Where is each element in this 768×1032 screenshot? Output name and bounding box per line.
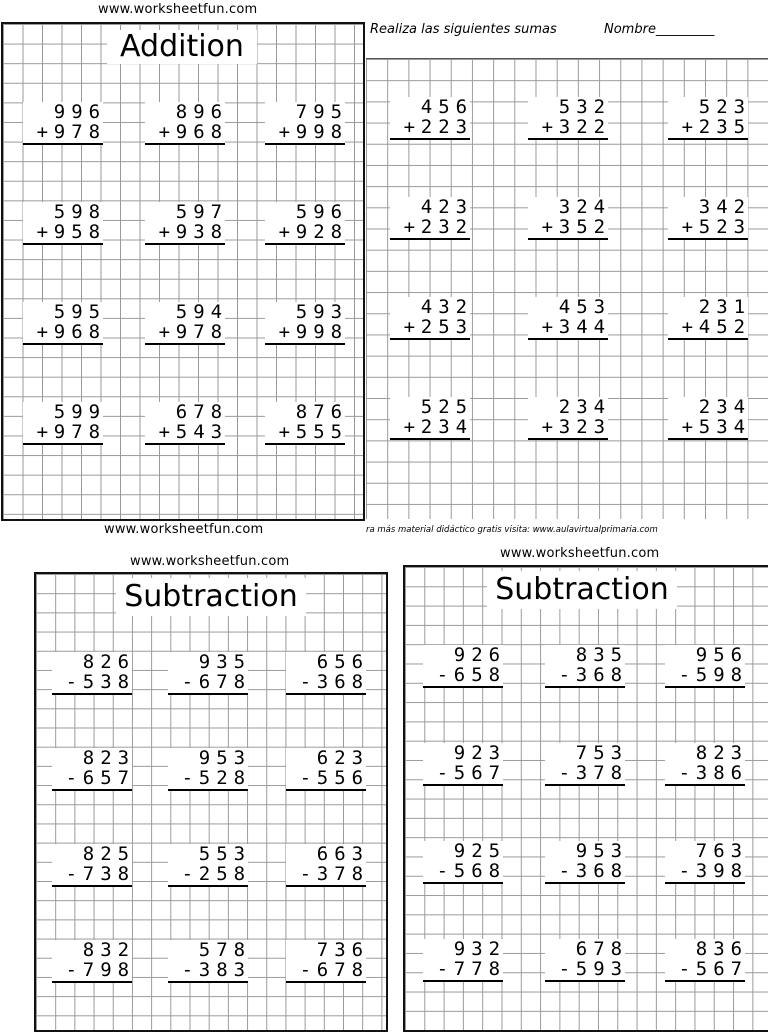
addition-sheet (1, 22, 365, 521)
problem-bottom-number: - 5 5 6 (286, 768, 366, 788)
problem (145, 302, 225, 345)
answer-line (423, 686, 503, 688)
problem (423, 743, 503, 786)
problem (145, 102, 225, 145)
answer-line (52, 789, 132, 791)
answer-line (23, 143, 103, 145)
problem-bottom-number: + 5 2 3 (668, 217, 748, 237)
answer-line (668, 138, 748, 140)
answer-line (265, 243, 345, 245)
problem (545, 841, 625, 884)
subtraction-left-sheet (34, 572, 388, 1032)
answer-line (665, 784, 745, 786)
minus-sign: - (436, 762, 449, 784)
answer-line (390, 238, 470, 240)
problem-bottom-number: + 5 3 4 (668, 417, 748, 437)
answer-line (52, 693, 132, 695)
problem-top-number: 7 5 3 (575, 742, 623, 764)
problem-top-number: 8 3 6 (695, 938, 743, 960)
problem-top-number: 9 5 3 (198, 747, 246, 769)
minus-sign: - (678, 860, 691, 882)
problem-bottom-number: - 6 7 8 (286, 960, 366, 980)
problem-bottom-number: - 5 3 8 (52, 672, 132, 692)
minus-sign: - (558, 762, 571, 784)
problem-top-number: 9 3 5 (198, 651, 246, 673)
problem (265, 102, 345, 145)
problem-bottom-number: - 3 7 8 (286, 864, 366, 884)
problem-bottom-number: - 3 8 3 (168, 960, 248, 980)
problem-bottom-number: + 9 3 8 (145, 222, 225, 242)
problem-top-number: 5 9 7 (175, 201, 223, 223)
plus-sign: + (278, 321, 291, 343)
answer-line (265, 143, 345, 145)
problem-top-number: 5 9 5 (53, 301, 101, 323)
problem-top-number: 4 5 3 (558, 296, 606, 318)
problem-top-number: 5 3 2 (558, 96, 606, 118)
problem (665, 841, 745, 884)
problem (545, 939, 625, 982)
problem-bottom-number: - 5 9 8 (665, 665, 745, 685)
problem-top-number: 6 7 8 (175, 401, 223, 423)
problem-bottom-number: - 5 2 8 (168, 768, 248, 788)
answer-line (665, 882, 745, 884)
problem (665, 645, 745, 688)
problem (286, 844, 366, 887)
problem-top-number: 8 9 6 (175, 101, 223, 123)
problem-bottom-number: + 3 2 2 (528, 117, 608, 137)
problem-bottom-number: + 9 7 8 (23, 422, 103, 442)
problem-top-number: 4 5 6 (420, 96, 468, 118)
problem-bottom-number: - 6 7 8 (168, 672, 248, 692)
problem-top-number: 6 6 3 (316, 843, 364, 865)
sumas-footer: ra más material didáctico gratis visita: www.aulavirtualprimaria.com (366, 525, 658, 535)
problem-bottom-number: - 3 6 8 (545, 665, 625, 685)
problem-bottom-number: + 9 6 8 (145, 122, 225, 142)
problem (528, 197, 608, 240)
problem-top-number: 4 2 3 (420, 196, 468, 218)
plus-sign: + (158, 321, 171, 343)
problem-top-number: 2 3 4 (698, 396, 746, 418)
answer-line (145, 343, 225, 345)
minus-sign: - (181, 767, 194, 789)
plus-sign: + (681, 116, 694, 138)
problem-bottom-number: - 7 7 8 (423, 959, 503, 979)
answer-line (168, 885, 248, 887)
answer-line (423, 882, 503, 884)
problem-bottom-number: + 2 5 3 (390, 317, 470, 337)
problem-bottom-number: + 5 4 3 (145, 422, 225, 442)
problem-top-number: 8 2 6 (82, 651, 130, 673)
minus-sign: - (299, 959, 312, 981)
problem-top-number: 6 5 6 (316, 651, 364, 673)
minus-sign: - (678, 762, 691, 784)
problem-bottom-number: + 3 5 2 (528, 217, 608, 237)
problem-top-number: 2 3 4 (558, 396, 606, 418)
plus-sign: + (403, 316, 416, 338)
plus-sign: + (36, 321, 49, 343)
problem (390, 197, 470, 240)
sumas-instructions: Realiza las siguientes sumas (370, 22, 557, 37)
problem-bottom-number: - 5 6 7 (665, 959, 745, 979)
problem-bottom-number: - 5 6 8 (423, 861, 503, 881)
problem-top-number: 8 3 2 (82, 939, 130, 961)
subtraction-right-url-top: www.worksheetfun.com (500, 546, 660, 561)
problem-bottom-number: + 9 5 8 (23, 222, 103, 242)
answer-line (52, 885, 132, 887)
plus-sign: + (681, 416, 694, 438)
problem-bottom-number: + 2 3 5 (668, 117, 748, 137)
problem-top-number: 4 3 2 (420, 296, 468, 318)
minus-sign: - (299, 671, 312, 693)
minus-sign: - (65, 959, 78, 981)
problem-top-number: 5 9 8 (53, 201, 101, 223)
problem-bottom-number: - 3 8 6 (665, 763, 745, 783)
plus-sign: + (158, 221, 171, 243)
answer-line (665, 686, 745, 688)
problem-top-number: 9 5 3 (575, 840, 623, 862)
plus-sign: + (158, 421, 171, 443)
problem-bottom-number: - 3 9 8 (665, 861, 745, 881)
problem (168, 748, 248, 791)
problem-bottom-number: + 4 5 2 (668, 317, 748, 337)
plus-sign: + (403, 116, 416, 138)
plus-sign: + (681, 216, 694, 238)
plus-sign: + (158, 121, 171, 143)
subtraction-left-url-top: www.worksheetfun.com (130, 554, 290, 569)
problem-top-number: 2 3 1 (698, 296, 746, 318)
plus-sign: + (541, 116, 554, 138)
problem-top-number: 3 4 2 (698, 196, 746, 218)
problem (528, 397, 608, 440)
answer-line (423, 784, 503, 786)
problem-bottom-number: - 3 6 8 (545, 861, 625, 881)
problem-top-number: 5 2 3 (698, 96, 746, 118)
plus-sign: + (36, 421, 49, 443)
problem-top-number: 7 3 6 (316, 939, 364, 961)
minus-sign: - (558, 958, 571, 980)
answer-line (390, 338, 470, 340)
answer-line (145, 143, 225, 145)
minus-sign: - (181, 863, 194, 885)
plus-sign: + (681, 316, 694, 338)
problem-bottom-number: - 6 5 8 (423, 665, 503, 685)
plus-sign: + (541, 316, 554, 338)
problem (423, 939, 503, 982)
problem-bottom-number: + 9 2 8 (265, 222, 345, 242)
answer-line (286, 693, 366, 695)
problem-top-number: 5 9 6 (295, 201, 343, 223)
problem-bottom-number: - 6 5 7 (52, 768, 132, 788)
problem-bottom-number: + 9 7 8 (145, 322, 225, 342)
subtraction-right-title: Subtraction (487, 571, 677, 609)
minus-sign: - (65, 671, 78, 693)
problem-bottom-number: - 2 5 8 (168, 864, 248, 884)
answer-line (265, 443, 345, 445)
problem-bottom-number: - 7 9 8 (52, 960, 132, 980)
problem (545, 743, 625, 786)
problem-bottom-number: + 2 3 4 (390, 417, 470, 437)
sumas-sheet (366, 58, 768, 519)
minus-sign: - (678, 958, 691, 980)
answer-line (145, 443, 225, 445)
problem-bottom-number: + 3 4 4 (528, 317, 608, 337)
problem (665, 743, 745, 786)
minus-sign: - (558, 664, 571, 686)
answer-line (23, 343, 103, 345)
answer-line (286, 981, 366, 983)
plus-sign: + (403, 216, 416, 238)
problem-bottom-number: + 9 9 8 (265, 122, 345, 142)
answer-line (168, 981, 248, 983)
minus-sign: - (181, 959, 194, 981)
problem-bottom-number: + 9 6 8 (23, 322, 103, 342)
problem-top-number: 5 9 3 (295, 301, 343, 323)
problem (286, 652, 366, 695)
subtraction-left-title: Subtraction (116, 578, 306, 616)
answer-line (545, 882, 625, 884)
plus-sign: + (36, 121, 49, 143)
plus-sign: + (36, 221, 49, 243)
problem-top-number: 9 9 6 (53, 101, 101, 123)
problem (52, 652, 132, 695)
answer-line (168, 789, 248, 791)
answer-line (52, 981, 132, 983)
problem-bottom-number: + 2 3 2 (390, 217, 470, 237)
answer-line (528, 138, 608, 140)
problem (390, 97, 470, 140)
problem-top-number: 9 5 6 (695, 644, 743, 666)
problem (23, 202, 103, 245)
minus-sign: - (65, 767, 78, 789)
problem-top-number: 5 9 4 (175, 301, 223, 323)
answer-line (23, 443, 103, 445)
problem-bottom-number: - 5 9 3 (545, 959, 625, 979)
answer-line (668, 338, 748, 340)
problem-top-number: 9 3 2 (453, 938, 501, 960)
problem-top-number: 9 2 3 (453, 742, 501, 764)
problem-bottom-number: + 3 2 3 (528, 417, 608, 437)
problem-top-number: 3 2 4 (558, 196, 606, 218)
problem (423, 645, 503, 688)
addition-title: Addition (107, 30, 257, 64)
answer-line (528, 238, 608, 240)
problem (265, 302, 345, 345)
problem (668, 397, 748, 440)
sumas-name-field: Nombre_________ (604, 22, 715, 37)
problem-top-number: 5 5 3 (198, 843, 246, 865)
answer-line (528, 438, 608, 440)
problem-top-number: 7 6 3 (695, 840, 743, 862)
answer-line (168, 693, 248, 695)
problem (668, 197, 748, 240)
plus-sign: + (278, 421, 291, 443)
plus-sign: + (278, 221, 291, 243)
problem-bottom-number: + 9 7 8 (23, 122, 103, 142)
answer-line (668, 438, 748, 440)
problem (52, 940, 132, 983)
problem (528, 297, 608, 340)
plus-sign: + (278, 121, 291, 143)
problem-bottom-number: - 3 7 8 (545, 763, 625, 783)
answer-line (545, 784, 625, 786)
answer-line (286, 789, 366, 791)
problem (286, 748, 366, 791)
problem (265, 202, 345, 245)
problem (52, 844, 132, 887)
problem (52, 748, 132, 791)
problem-top-number: 9 2 6 (453, 644, 501, 666)
problem (665, 939, 745, 982)
minus-sign: - (678, 664, 691, 686)
minus-sign: - (436, 958, 449, 980)
answer-line (668, 238, 748, 240)
answer-line (23, 243, 103, 245)
problem (23, 102, 103, 145)
answer-line (423, 980, 503, 982)
minus-sign: - (181, 671, 194, 693)
problem (545, 645, 625, 688)
subtraction-right-sheet (403, 565, 768, 1032)
problem-top-number: 8 2 3 (82, 747, 130, 769)
minus-sign: - (436, 860, 449, 882)
problem (168, 844, 248, 887)
problem-top-number: 5 7 8 (198, 939, 246, 961)
problem-bottom-number: + 2 2 3 (390, 117, 470, 137)
problem-top-number: 5 2 5 (420, 396, 468, 418)
problem-top-number: 7 9 5 (295, 101, 343, 123)
minus-sign: - (436, 664, 449, 686)
problem-bottom-number: - 3 6 8 (286, 672, 366, 692)
problem-top-number: 8 2 3 (695, 742, 743, 764)
answer-line (390, 438, 470, 440)
problem (390, 297, 470, 340)
problem (145, 202, 225, 245)
answer-line (145, 243, 225, 245)
answer-line (528, 338, 608, 340)
problem-bottom-number: - 7 3 8 (52, 864, 132, 884)
problem-top-number: 5 9 9 (53, 401, 101, 423)
problem (668, 297, 748, 340)
problem-top-number: 9 2 5 (453, 840, 501, 862)
answer-line (265, 343, 345, 345)
problem (286, 940, 366, 983)
problem-bottom-number: - 5 6 7 (423, 763, 503, 783)
problem (390, 397, 470, 440)
problem (423, 841, 503, 884)
addition-url-bottom: www.worksheetfun.com (104, 522, 264, 537)
problem (528, 97, 608, 140)
problem-top-number: 8 7 6 (295, 401, 343, 423)
answer-line (390, 138, 470, 140)
problem-bottom-number: + 9 9 8 (265, 322, 345, 342)
answer-line (665, 980, 745, 982)
problem (23, 402, 103, 445)
problem (168, 652, 248, 695)
problem (145, 402, 225, 445)
problem (668, 97, 748, 140)
plus-sign: + (403, 416, 416, 438)
minus-sign: - (65, 863, 78, 885)
problem-top-number: 6 7 8 (575, 938, 623, 960)
plus-sign: + (541, 416, 554, 438)
minus-sign: - (558, 860, 571, 882)
problem (265, 402, 345, 445)
problem-top-number: 8 3 5 (575, 644, 623, 666)
addition-url-top: www.worksheetfun.com (98, 2, 258, 17)
problem-bottom-number: + 5 5 5 (265, 422, 345, 442)
problem (23, 302, 103, 345)
problem-top-number: 8 2 5 (82, 843, 130, 865)
answer-line (545, 980, 625, 982)
minus-sign: - (299, 767, 312, 789)
problem-top-number: 6 2 3 (316, 747, 364, 769)
minus-sign: - (299, 863, 312, 885)
problem (168, 940, 248, 983)
answer-line (545, 686, 625, 688)
answer-line (286, 885, 366, 887)
plus-sign: + (541, 216, 554, 238)
